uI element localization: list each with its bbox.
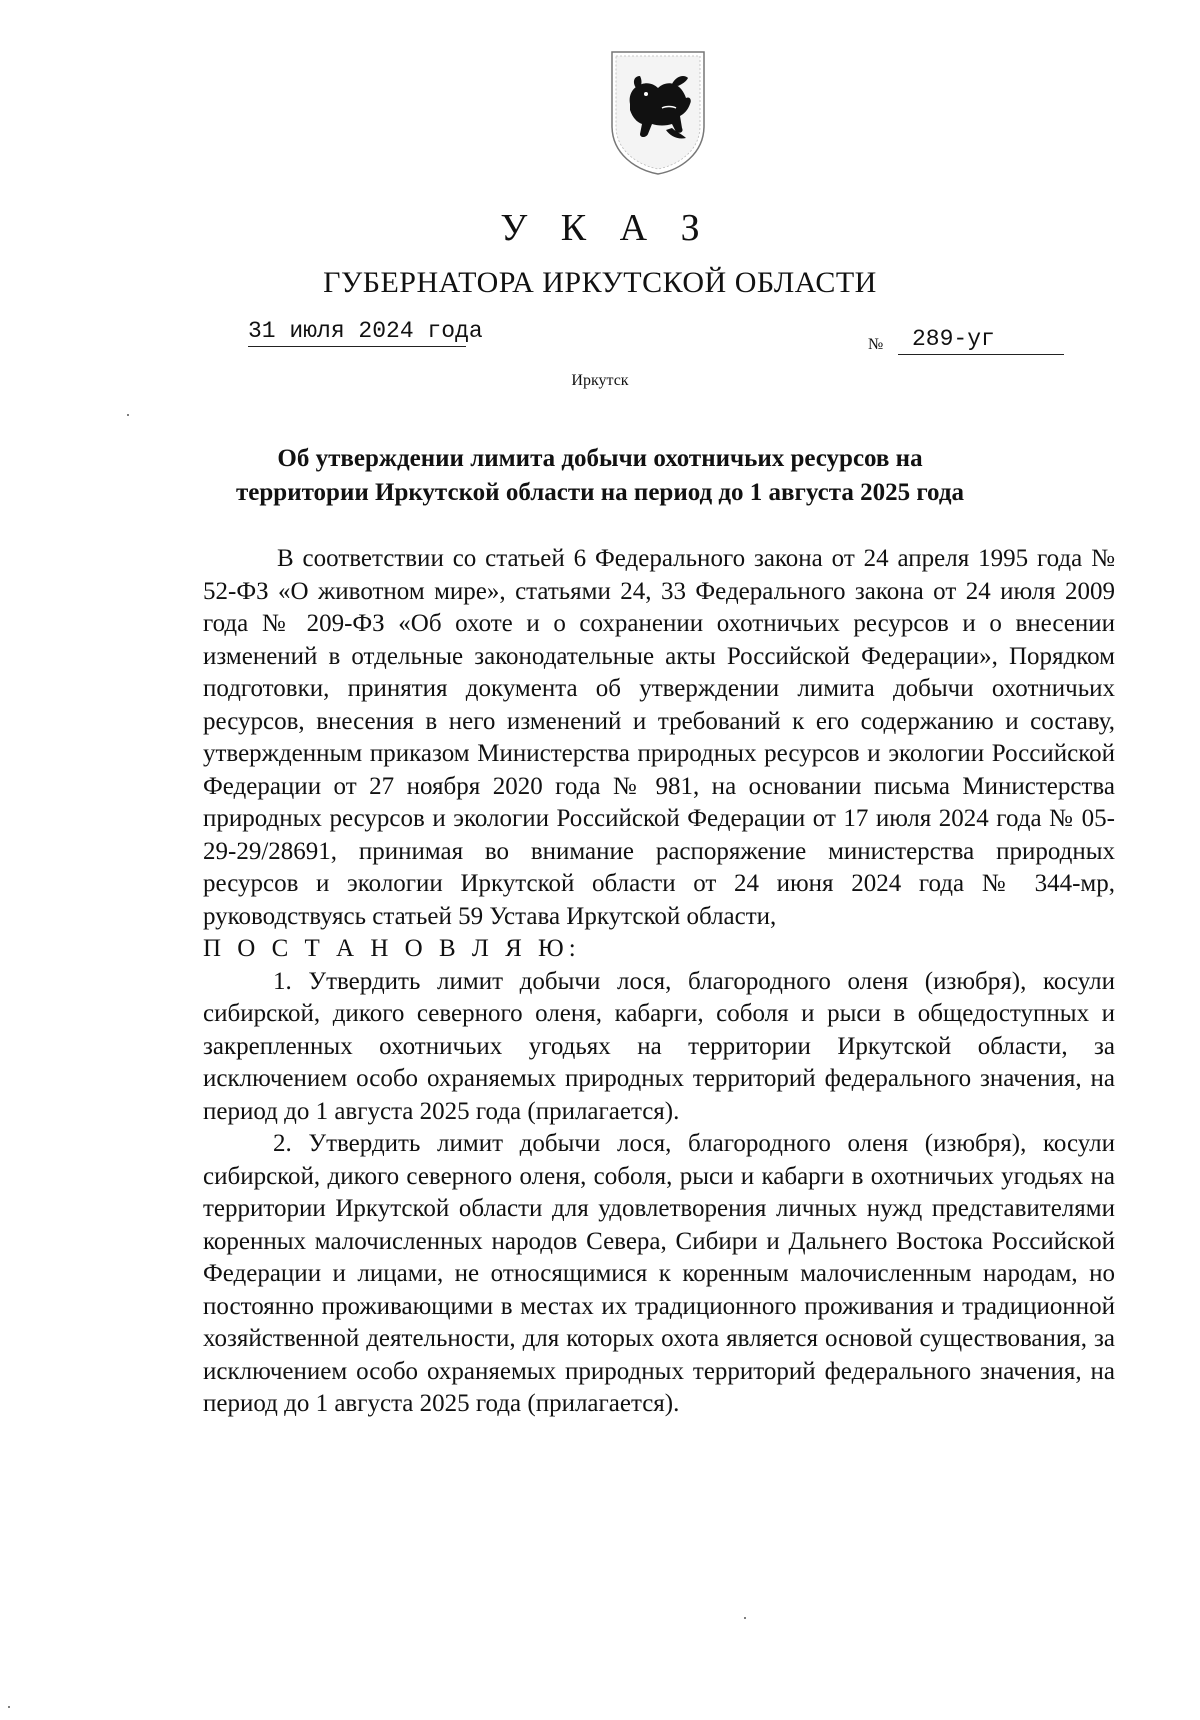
scan-speck [8,1706,10,1708]
item-2-paragraph: 2. Утвердить лимит добычи лося, благородного оленя (изюбря), косули сибирской, дикого северного оленя, соболя, рыси и кабарги в охотничьих угодьях на территории Иркутской области для удовлетворения личных нужд представителями коренных малочисленных народов Севера, Сибири и Дальнего Востока Российской Федерации и лицами, не относящимися к коренным малочисленным народам, но постоянно проживающими в местах их традиционного проживания и традиционной хозяйственной деятельности, для которых охота является основой существования, за исключением особо охраняемых природных территорий федерального значения, на период до 1 августа 2025 года (прилагается). [203,1130,1115,1417]
subject-line-1: Об утверждении лимита добычи охотничьих ресурсов на [277,445,923,472]
scan-speck [744,1617,746,1619]
document-body [203,543,1115,1421]
decree-word: П О С Т А Н О В Л Я Ю: [203,935,581,962]
scan-speck [127,414,129,416]
document-city: Иркутск [571,372,629,389]
number-sign: № [868,336,884,353]
subject-line-2: территории Иркутской области на период до 1 августа 2025 года [236,479,964,506]
irkutsk-coat-of-arms-icon [606,48,710,176]
document-issuer: ГУБЕРНАТОРА ИРКУТСКОЙ ОБЛАСТИ [323,266,877,299]
item-1-paragraph: 1. Утвердить лимит добычи лося, благородного оленя (изюбря), косули сибирской, дикого северного оленя, кабарги, соболя и рыси в общедоступных и закрепленных охотничьих угодьях на территории Иркутской области, за исключением особо охраняемых природных территорий федерального значения, на период до 1 августа 2025 года (прилагается). [203,967,1115,1125]
document-subject [160,442,1040,510]
document-title: У К А З [500,207,712,249]
document-date: 31 июля 2024 года [248,318,466,347]
document-number: 289-уг [898,326,1064,355]
preamble-paragraph: В соответствии со статьей 6 Федерального закона от 24 апреля 1995 года № 52-ФЗ «О животном мире», статьями 24, 33 Федерального закона от 24 июля 2009 года № 209-ФЗ «Об охоте и о сохранении охотничьих ресурсов и о внесении изменений в отдельные законодательные акты Российской Федерации», Порядком подготовки, принятия документа об утверждении лимита добычи охотничьих ресурсов, внесения в него изменений и требований к его содержанию и составу, утвержденным приказом Министерства природных ресурсов и экологии Российской Федерации от 27 ноября 2020 года № 981, на основании письма Министерства природных ресурсов и экологии Российской Федерации от 17 июля 2024 года № 05-29-29/28691, принимая во внимание распоряжение министерства природных ресурсов и экологии Иркутской области от 24 июня 2024 года № 344-мр, руководствуясь статьей 59 Устава Иркутской области, [203,545,1115,930]
